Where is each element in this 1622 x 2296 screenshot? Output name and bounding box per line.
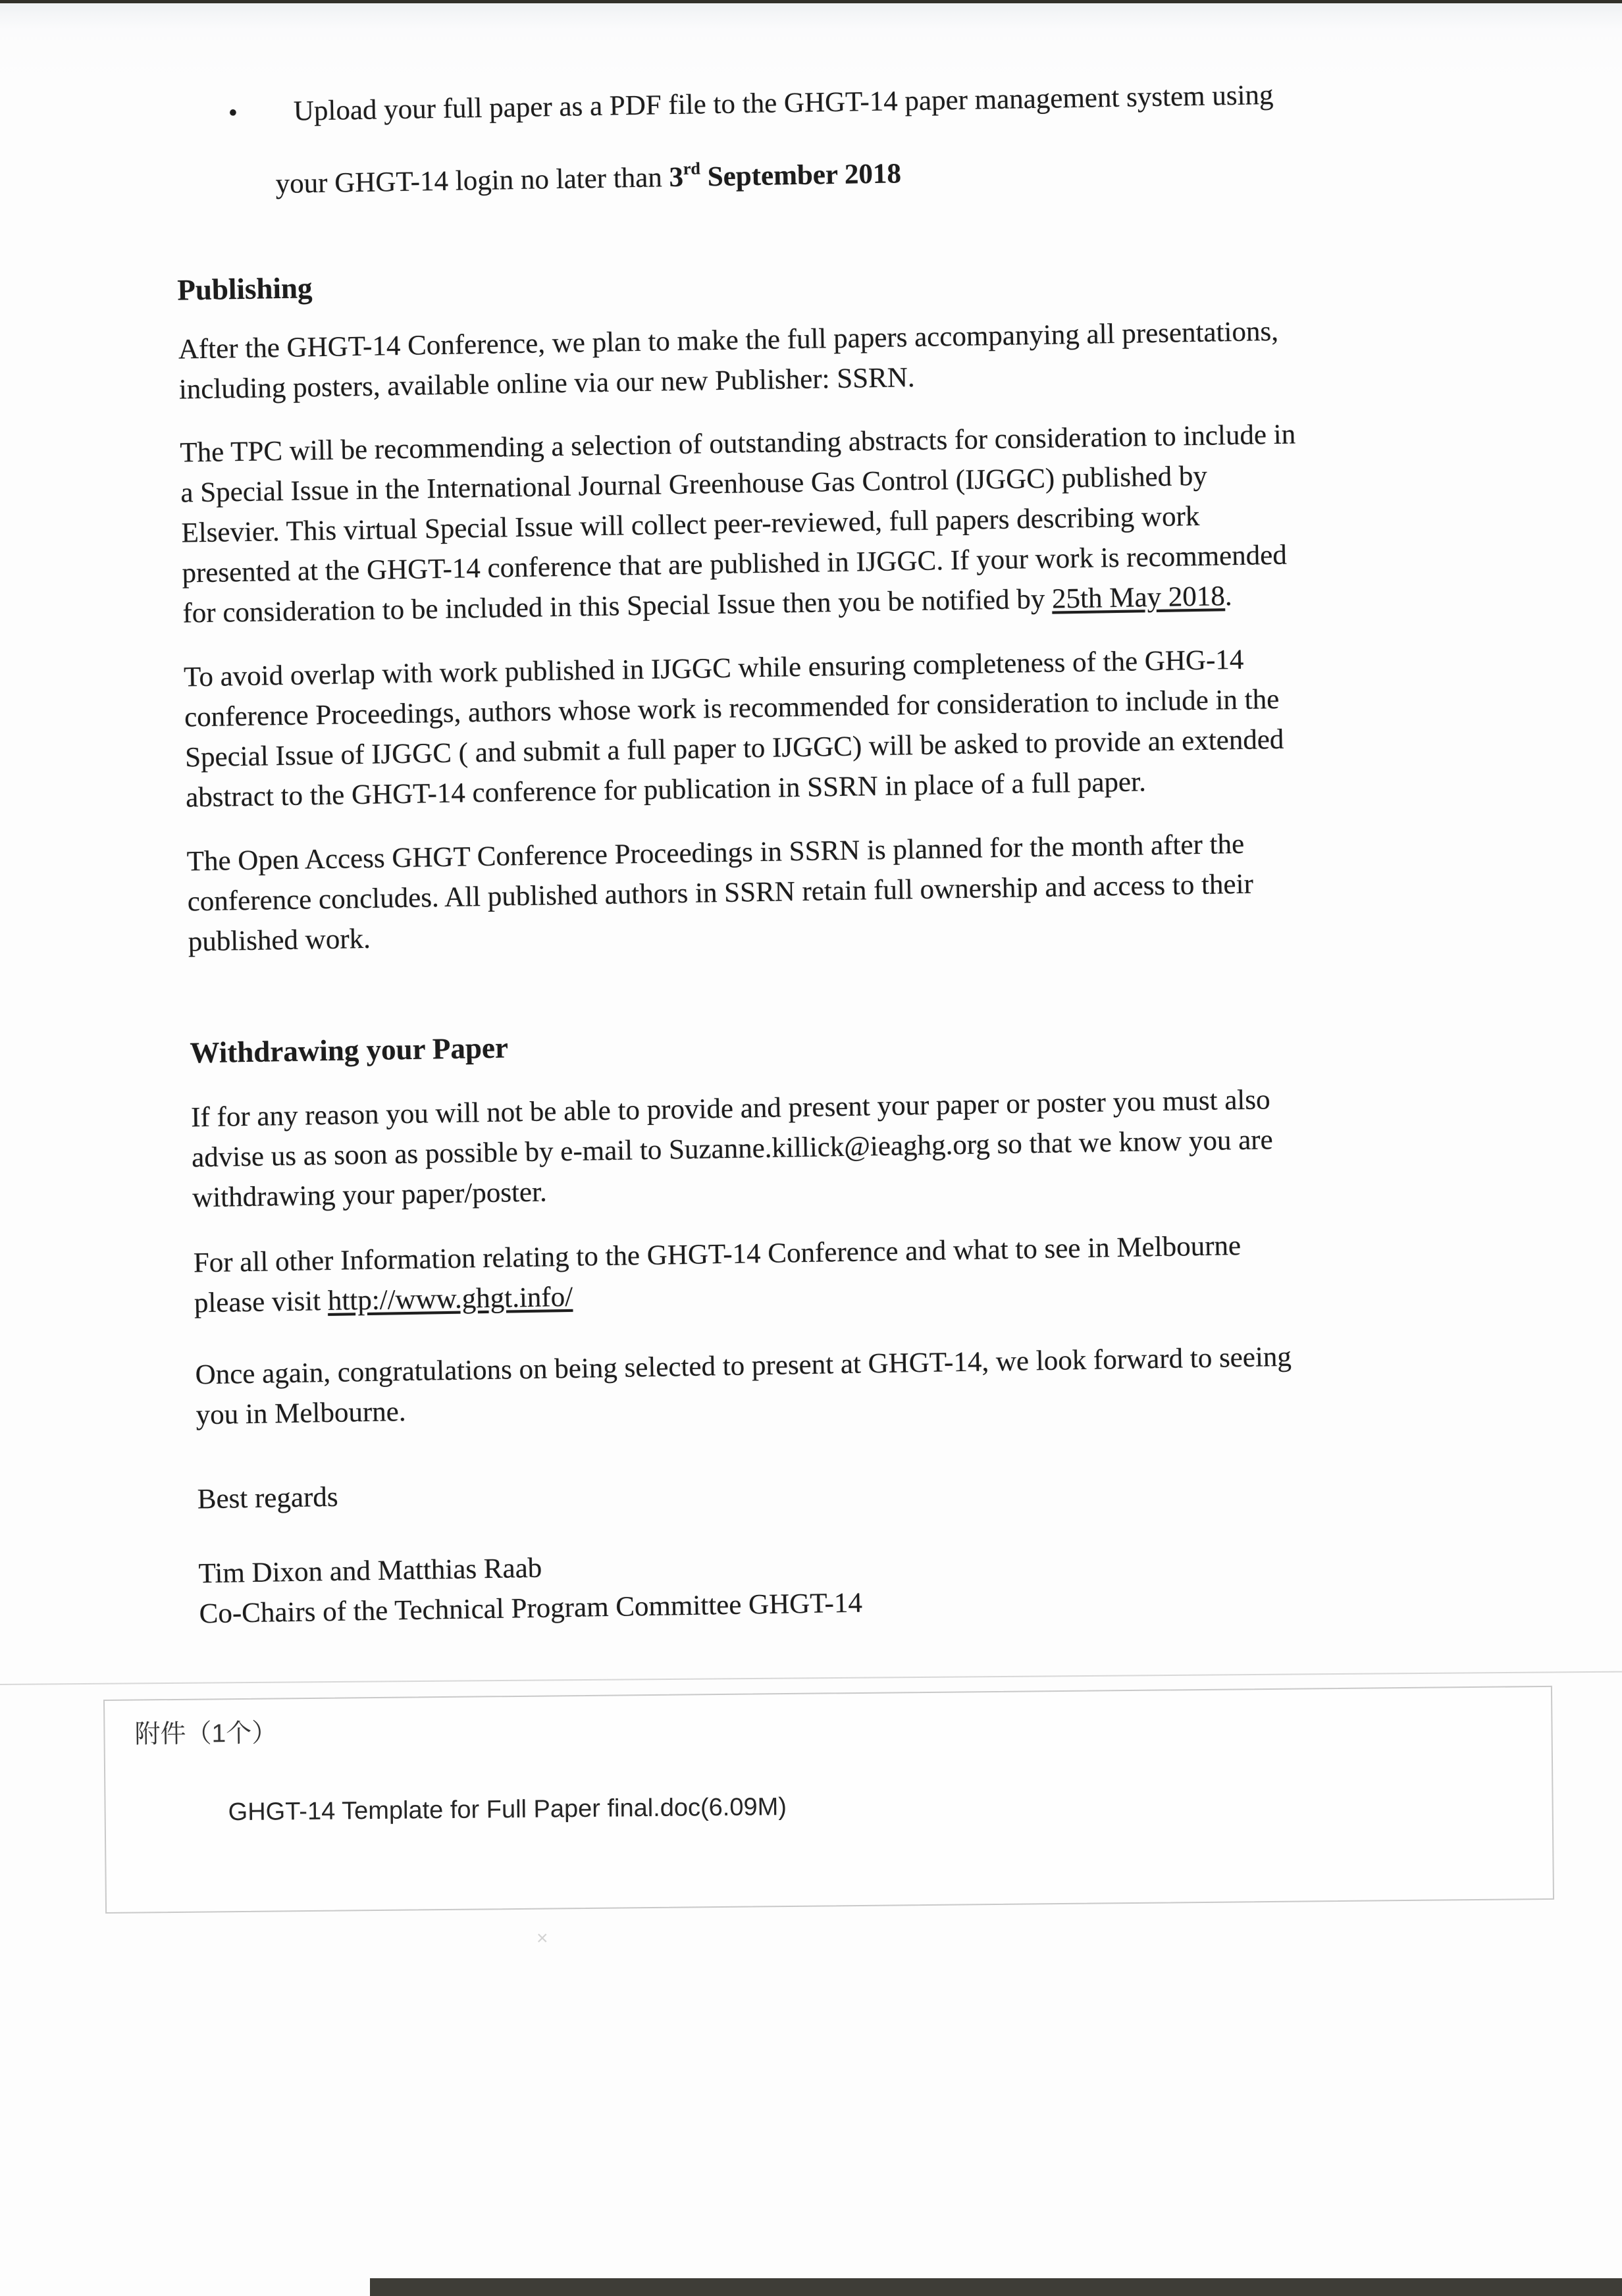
text-line: abstract to the GHGT-14 conference for publication in SSRN in place of a full paper.: [185, 766, 1147, 814]
attachment-panel: [103, 1686, 1554, 1914]
text-line: Upload your full paper as a PDF file to the GHGT-14 paper management system using: [293, 79, 1274, 127]
text-line: The Open Access GHGT Conference Proceedings in SSRN is planned for the month after the: [186, 828, 1245, 877]
text-line: conference Proceedings, authors whose work is recommended for consideration to include in the: [184, 683, 1280, 733]
ordinal-suffix: rd: [683, 159, 701, 178]
paragraph-publishing-2: [180, 414, 1299, 633]
ghgt-website-link[interactable]: http://www.ghgt.info/: [327, 1281, 573, 1317]
text-line: Elsevier. This virtual Special Issue will collect peer-reviewed, full papers describing work: [181, 500, 1200, 549]
text-line: The TPC will be recommending a selection of outstanding abstracts for consideration to include in: [180, 419, 1296, 469]
text-line: a Special Issue in the International Journal Greenhouse Gas Control (IJGGC) published by: [180, 460, 1208, 509]
paragraph-withdrawing-2: [193, 1226, 1242, 1323]
text-line: published work.: [188, 923, 371, 958]
notify-date-underlined: 25th May 2018: [1051, 581, 1226, 615]
text-line: withdrawing your paper/poster.: [192, 1176, 548, 1214]
notify-prefix: for consideration to be included in this Special Issue then you be notified by: [182, 583, 1053, 629]
scan-bottom-edge-bar: [370, 2278, 1622, 2296]
text-line: For all other Information relating to the GHGT-14 Conference and what to see in Melbourne: [193, 1230, 1242, 1279]
attachment-file-link[interactable]: GHGT-14 Template for Full Paper final.doc(6.09M): [228, 1793, 787, 1827]
text-line: Special Issue of IJGGC ( and submit a full paper to IJGGC) will be asked to provide an extended: [184, 723, 1284, 773]
text-line: After the GHGT-14 Conference, we plan to make the full papers accompanying all presentations,: [178, 315, 1279, 365]
best-regards: Best regards: [197, 1481, 338, 1515]
publishing-heading: Publishing: [176, 271, 313, 307]
bullet-marker: •: [228, 97, 238, 128]
text-line: presented at the GHGT-14 conference that are published in IJGGC. If your work is recommended: [182, 539, 1288, 589]
bullet-text: [274, 63, 1275, 216]
paragraph-publishing-3: [184, 639, 1285, 818]
visit-prefix: please visit: [194, 1286, 328, 1319]
deadline-prefix: your GHGT-14 login no later than: [275, 162, 669, 200]
upload-instruction-bullet: [228, 63, 1275, 217]
text-line: conference concludes. All published authors in SSRN retain full ownership and access to their: [187, 868, 1254, 918]
signature-title: Co-Chairs of the Technical Program Committee GHGT-14: [199, 1587, 863, 1630]
text-line: you in Melbourne.: [196, 1396, 406, 1431]
text-line: advise us as soon as possible by e-mail to Suzanne.killick@ieaghg.org so that we know you are: [191, 1124, 1274, 1174]
paragraph-publishing-4: [186, 824, 1254, 962]
text-line: To avoid overlap with work published in IJGGC while ensuring completeness of the GHG-14: [183, 644, 1244, 693]
paragraph-congratulations: [195, 1337, 1292, 1436]
attachment-count-label: 附件（1个）: [134, 1719, 278, 1749]
scan-artifact-x: ×: [536, 1927, 548, 1949]
signature-names: Tim Dixon and Matthias Raab: [198, 1552, 542, 1590]
paragraph-withdrawing-1: [191, 1080, 1274, 1218]
withdrawing-heading: Withdrawing your Paper: [190, 1031, 509, 1070]
text-line: If for any reason you will not be able to provide and present your paper or poster you must also: [190, 1084, 1270, 1134]
text-line: including posters, available online via our new Publisher: SSRN.: [178, 362, 915, 405]
deadline-date: 3rd September 2018: [669, 158, 902, 194]
signature-block: [198, 1543, 862, 1634]
paragraph-publishing-1: [178, 311, 1279, 410]
text-line: Once again, congratulations on being selected to present at GHGT-14, we look forward to seeing: [195, 1341, 1292, 1391]
notify-suffix: .: [1224, 581, 1232, 612]
